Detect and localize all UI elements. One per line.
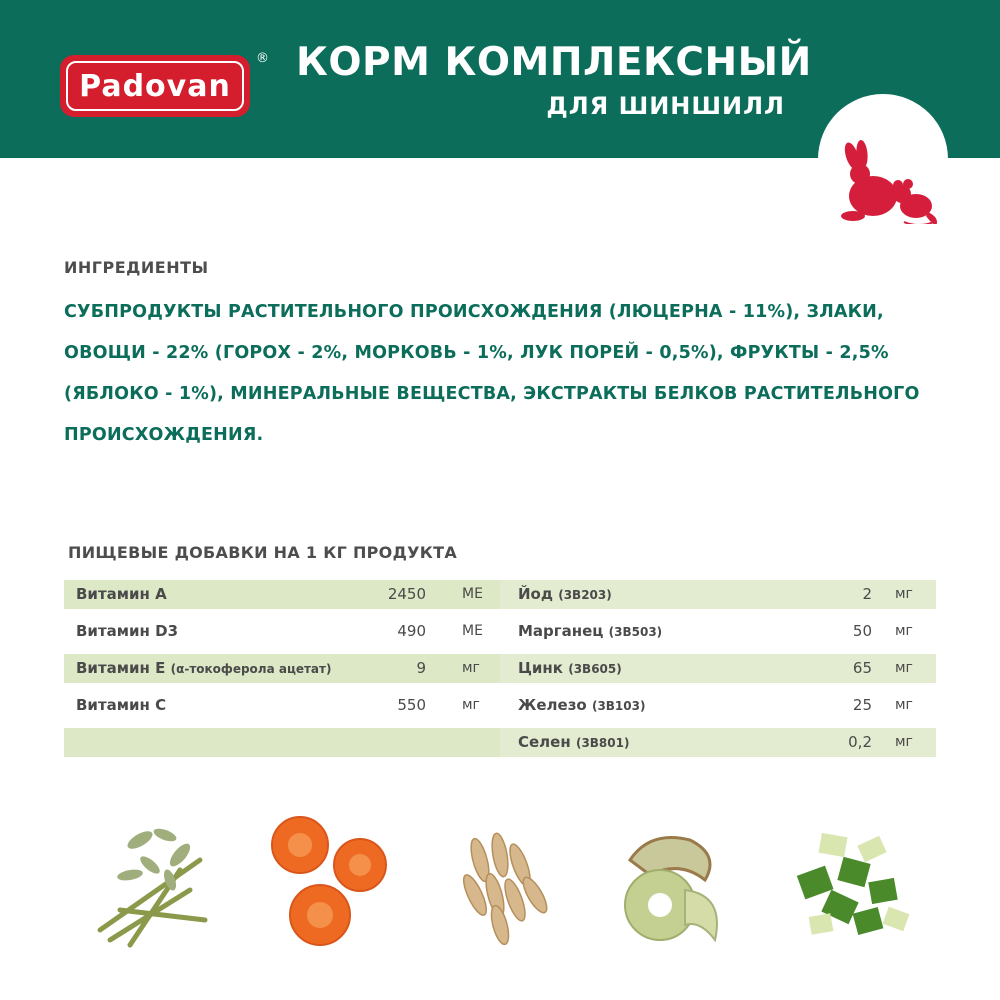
table-row — [64, 652, 936, 689]
additive-name: Селен (3B801) — [518, 733, 630, 751]
table-row — [64, 578, 936, 615]
additive-unit: мг — [895, 734, 913, 750]
carrot-slices-image — [250, 800, 410, 960]
table-row — [64, 615, 936, 652]
table-cell-left — [64, 728, 500, 757]
table-cell-right — [500, 654, 936, 683]
additive-name: Цинк (3B605) — [518, 659, 622, 677]
additive-unit: мг — [895, 586, 913, 602]
oat-grains-image — [420, 800, 580, 960]
table-cell-right — [500, 580, 936, 609]
padovan-logo — [60, 51, 269, 117]
logo-text: Padovan — [79, 68, 231, 104]
additive-unit: мг — [462, 660, 480, 676]
additive-name: Йод (3B203) — [518, 585, 612, 603]
additive-name: Железо (3B103) — [518, 696, 646, 714]
additive-name: Марганец (3B503) — [518, 622, 663, 640]
additive-value: 0,2 — [848, 733, 872, 751]
additive-value: 2 — [862, 585, 872, 603]
additive-value: 490 — [397, 622, 426, 640]
dried-leek-pieces-image — [770, 800, 930, 960]
additive-unit: мг — [895, 660, 913, 676]
table-cell-left — [64, 691, 500, 720]
product-subtitle: ДЛЯ ШИНШИЛЛ — [546, 92, 785, 120]
food-images-row — [0, 800, 1000, 970]
additive-unit: мг — [895, 697, 913, 713]
animal-badge — [818, 94, 948, 224]
table-cell-left — [64, 617, 500, 646]
additive-unit: МЕ — [462, 586, 483, 602]
ingredients-heading: ИНГРЕДИЕНТЫ — [64, 258, 209, 277]
additive-value: 65 — [852, 659, 872, 677]
table-cell-right — [500, 617, 936, 646]
table-row — [64, 726, 936, 763]
logo-badge — [60, 55, 250, 117]
table-cell-right — [500, 691, 936, 720]
table-cell-left — [64, 654, 500, 683]
additive-unit: мг — [895, 623, 913, 639]
additive-name: Витамин D3 — [76, 622, 179, 640]
ingredients-text: СУБПРОДУКТЫ РАСТИТЕЛЬНОГО ПРОИСХОЖДЕНИЯ (ЛЮЦЕРНА - 11%), ЗЛАКИ, ОВОЩИ - 22% (ГОРОХ - 2%, МОРКОВЬ - 1%, ЛУК ПОРЕЙ - 0,5%), ФРУКТЫ - 2,5% (ЯБЛОКО - 1%), МИНЕРАЛЬНЫЕ ВЕЩЕСТВА, ЭКСТРАКТЫ БЕЛКОВ РАСТИТЕЛЬНОГО ПРОИСХОЖДЕНИЯ. — [64, 302, 920, 445]
alfalfa-hay-image — [70, 800, 230, 960]
additives-table — [64, 578, 936, 763]
table-cell-right — [500, 728, 936, 757]
additive-name: Витамин Е (α-токоферола ацетат) — [76, 659, 332, 677]
additive-name: Витамин А — [76, 585, 167, 603]
additive-value: 550 — [397, 696, 426, 714]
product-title: КОРМ КОМПЛЕКСНЫЙ — [296, 40, 812, 85]
additive-unit: МЕ — [462, 623, 483, 639]
additive-value: 50 — [852, 622, 872, 640]
additive-name: Витамин С — [76, 696, 167, 714]
additives-heading: ПИЩЕВЫЕ ДОБАВКИ НА 1 КГ ПРОДУКТА — [68, 543, 458, 562]
additive-value: 25 — [852, 696, 872, 714]
additive-value: 2450 — [387, 585, 426, 603]
additive-unit: мг — [462, 697, 480, 713]
rabbit-and-chinchilla-icon — [818, 94, 948, 224]
additive-value: 9 — [416, 659, 426, 677]
table-cell-left — [64, 580, 500, 609]
dried-apple-rings-image — [590, 800, 750, 960]
table-row — [64, 689, 936, 726]
registered-mark: ® — [256, 51, 269, 66]
logo-badge-inner — [66, 61, 244, 111]
